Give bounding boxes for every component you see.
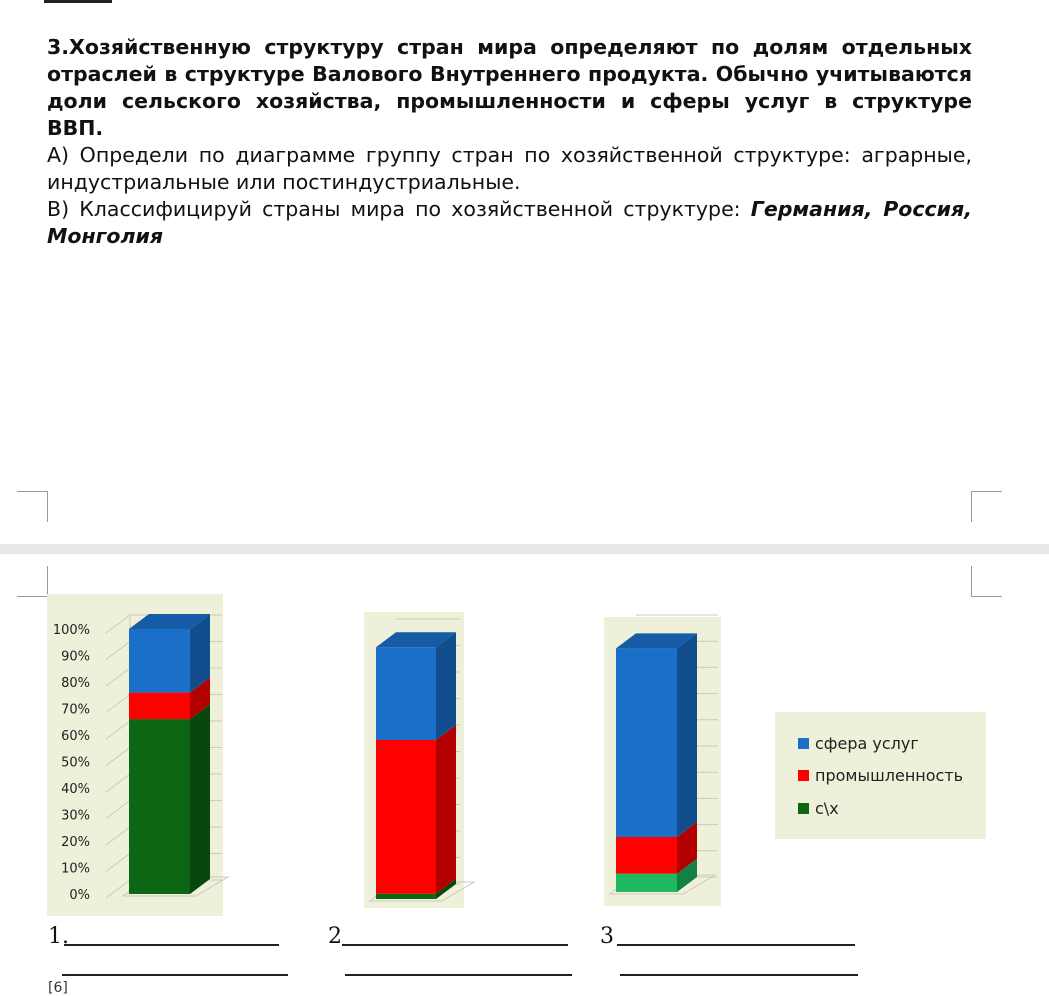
answer-label-1: 1. xyxy=(48,924,69,949)
answer-line-3b[interactable] xyxy=(620,974,858,976)
bar-segment-front xyxy=(616,874,677,892)
bar-segment-front xyxy=(129,719,190,894)
legend-item-industry xyxy=(798,764,963,786)
bar-segment-side xyxy=(677,633,697,837)
bar-segment-front xyxy=(616,648,677,837)
bar-segment-front xyxy=(129,629,190,693)
y-tick-label: 70% xyxy=(61,702,90,718)
answer-line-2[interactable] xyxy=(342,944,568,946)
y-tick-label: 20% xyxy=(61,835,90,850)
question-part-a: А) Определи по диаграмме группу стран по хозяйственной структуре: аграрные, индустриальные или постиндустриальные. xyxy=(47,143,972,194)
bar-segment-front xyxy=(616,837,677,874)
legend-swatch xyxy=(798,803,809,814)
legend-label: сфера услуг xyxy=(815,733,919,753)
answer-line-1[interactable] xyxy=(64,944,279,946)
gridline-diagonal xyxy=(106,642,130,660)
gridline-diagonal xyxy=(106,721,130,739)
gridline-diagonal xyxy=(106,748,130,766)
gridline-diagonal xyxy=(106,774,130,792)
question-title: 3.Хозяйственную структуру стран мира определяют по долям отдельных отраслей в структуре Валового Внутреннего продукта. Обычно учитываются доли сельского хозяйства, промышленности и сферы услуг в структуре ВВП. xyxy=(47,35,972,140)
legend-swatch xyxy=(798,738,809,749)
gridline-diagonal xyxy=(106,880,130,898)
gridline-diagonal xyxy=(106,801,130,819)
y-tick-label: 0% xyxy=(69,888,90,903)
gridline-diagonal xyxy=(106,615,130,633)
bar-segment-side xyxy=(436,632,456,740)
legend-label: с\х xyxy=(815,798,839,818)
question-part-b-countries: Германия, Россия, Монголия xyxy=(47,197,972,248)
answer-line-1b[interactable] xyxy=(62,974,288,976)
legend-swatch xyxy=(798,770,809,781)
answer-line-2b[interactable] xyxy=(345,974,572,976)
answer-line-3[interactable] xyxy=(617,944,855,946)
bar-segment-side xyxy=(190,704,210,894)
legend-label: промышленность xyxy=(815,765,964,785)
gridline-diagonal xyxy=(106,668,130,686)
legend-item-services xyxy=(798,732,919,754)
y-tick-label: 100% xyxy=(52,623,90,638)
gridline-diagonal xyxy=(106,827,130,845)
bar-segment-front xyxy=(376,894,436,899)
gridline-diagonal xyxy=(106,854,130,872)
legend-item-agriculture xyxy=(798,797,839,819)
y-tick-label: 40% xyxy=(61,782,90,797)
y-tick-label: 60% xyxy=(61,729,90,744)
bar-segment-front xyxy=(376,740,436,894)
bar-segment-front xyxy=(376,647,436,740)
question-part-b-prefix: В) Классифицируй страны мира по хозяйственной структуре: xyxy=(47,197,751,221)
bar-segment-side xyxy=(436,725,456,894)
y-tick-label: 90% xyxy=(61,649,90,665)
y-tick-label: 30% xyxy=(61,808,90,824)
answer-label-2: 2 xyxy=(328,924,342,949)
y-tick-label: 50% xyxy=(61,755,90,771)
answer-label-3: 3 xyxy=(600,924,614,949)
y-tick-label: 10% xyxy=(61,861,90,877)
y-tick-label: 80% xyxy=(61,676,90,691)
gridline-diagonal xyxy=(106,695,130,713)
bar-segment-front xyxy=(129,693,190,720)
marks-label: [6] xyxy=(48,980,68,996)
chart-legend xyxy=(775,712,986,839)
